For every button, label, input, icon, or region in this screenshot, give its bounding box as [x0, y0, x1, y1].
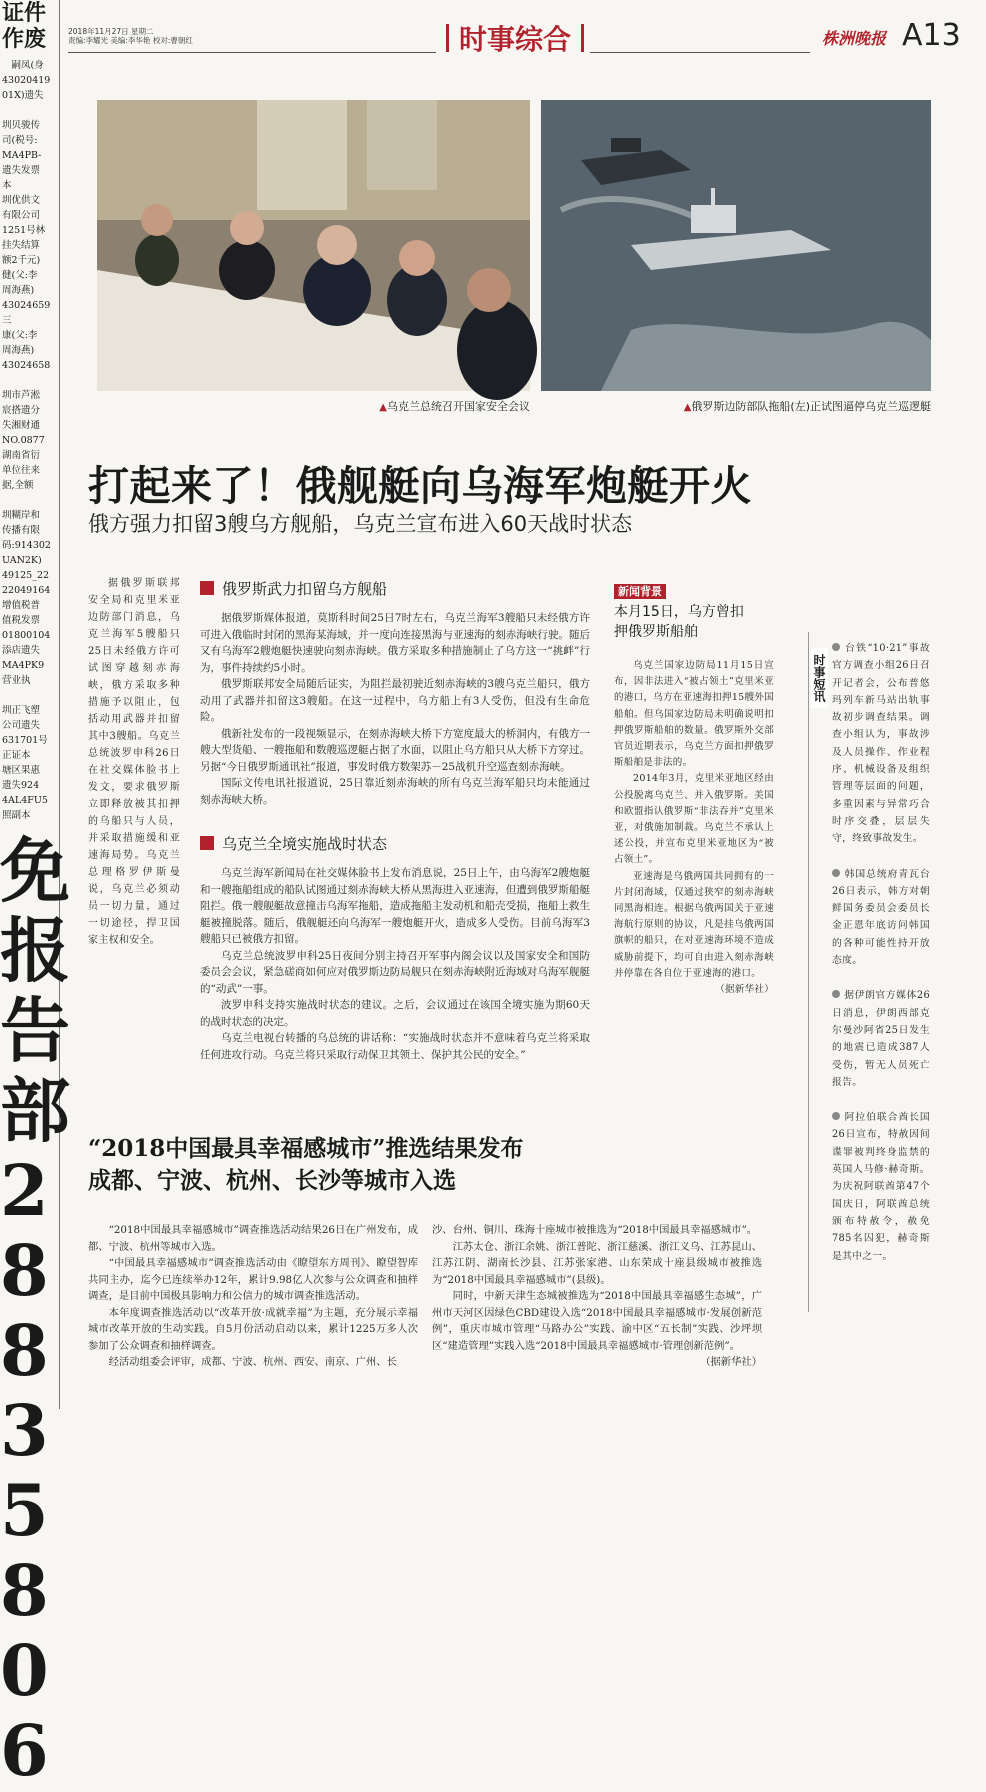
bullet-icon [832, 1112, 840, 1120]
photo-security-meeting [97, 100, 530, 391]
brief-divider [808, 632, 809, 1312]
meeting-photo-image [97, 100, 530, 391]
notice-line [2, 103, 59, 118]
ad-big-char: 2 [0, 1149, 49, 1232]
bullet-icon [832, 869, 840, 877]
notice-line: 圳糊岸和 [2, 510, 41, 521]
notice-line: 康(父:李 [2, 330, 38, 341]
notice-line: MA4PB- [2, 150, 42, 161]
ad-big-char: 6 [0, 1709, 49, 1792]
background-title-line: 押俄罗斯船舶 [614, 624, 698, 640]
body-paragraph: 俄新社发布的一段视频显示，在刻赤海峡大桥下方宽度最大的桥洞内，有俄方一艘大型货船、一艘拖船和数艘巡逻艇占据了水面，以阻止乌方船只从大桥下方穿过。另据“今日俄罗斯通讯社”报道，事发时俄方数架苏－25战机升空巡查刻赤海峡。 [200, 727, 590, 773]
photo-caption [97, 395, 530, 414]
notice-line: 631701号 [2, 735, 48, 746]
ad-big-char: 8 [0, 1549, 49, 1632]
ad-big-char: 免 [0, 829, 70, 912]
header-divider [590, 52, 810, 53]
notice-line: 1251号林 [2, 225, 46, 236]
brief-item [832, 987, 930, 1091]
ad-big-char: 8 [0, 1229, 49, 1312]
section-marker-icon [200, 836, 214, 850]
subheadline: 俄方强力扣留3艘乌方舰船，乌克兰宣布进入60天战时状态 [88, 512, 633, 536]
notice-line: 单位往来 [2, 465, 41, 476]
story2-col2 [432, 1222, 762, 1371]
section-heading-text: 乌克兰全境实施战时状态 [222, 834, 388, 853]
left-notice-column [0, 0, 70, 1792]
body-paragraph: 波罗申科支持实施战时状态的建议。之后，会议通过在该国全境实施为期60天的战时状态的决定。 [200, 999, 590, 1028]
notice-heading [0, 0, 59, 52]
section-heading [200, 578, 387, 598]
notice-line: 嗣凤(身 [2, 60, 44, 71]
caption-text: 乌克兰总统召开国家安全会议 [387, 400, 530, 413]
issue-date: 2018年11月27日 星期二 [68, 27, 154, 36]
photo-caption [541, 395, 931, 414]
body-paragraph: 据俄罗斯媒体报道，莫斯科时间25日7时左右，乌克兰海军3艘船只未经俄方许可进入俄临时封闭的黑海某海域，并一度向连接黑海与亚速海的刻赤海峡行驶。随后又有乌海军2艘炮艇快速驶向刻赤海峡。俄方采取多种措施制止了乌方这一“挑衅”行为，事件持续约5小时。 [200, 612, 590, 674]
notice-line: 公司遗失 [2, 720, 41, 731]
notice-line [2, 688, 59, 703]
ad-big-text [0, 829, 70, 1792]
story-intro [88, 575, 180, 949]
ad-big-char: 部 [0, 1069, 70, 1152]
brief-item-text: 韩国总统府青瓦台26日表示，韩方对朝鲜国务委员会委员长金正恩年底访问韩国的各种可能性持开放态度。 [832, 868, 930, 967]
notice-line: 遗失924 [2, 780, 40, 791]
header-divider [68, 52, 436, 53]
ad-big-char: 8 [0, 1309, 49, 1392]
notice-line: 43020419 [2, 75, 51, 86]
notice-line: 圳优供文 [2, 195, 41, 206]
notice-line [2, 493, 59, 508]
notice-line: 司(税号: [2, 135, 38, 146]
brief-item [832, 866, 930, 970]
story2-paragraph: 沙、台州、铜川、珠海十座城市被推选为“2018中国最具幸福感城市”。 [432, 1224, 758, 1236]
notice-line: 遗失发票 [2, 165, 41, 176]
notice-line: 圳正飞塑 [2, 705, 41, 716]
brief-item [832, 1109, 930, 1265]
notice-line: 圳市芦淞 [2, 390, 41, 401]
notice-line: 宸搭遗分 [2, 405, 41, 416]
story2-subtitle: 成都、宁波、杭州、长沙等城市入选 [88, 1167, 456, 1194]
caption-text: 俄罗斯边防部队拖船(左)正试图逼停乌克兰巡逻艇 [691, 400, 931, 413]
notice-line: MA4PK9 [2, 660, 45, 671]
section1-body [200, 610, 590, 808]
brief-item-text: 台铁“10·21”事故官方调查小组26日召开记者会，公布普悠玛列车新马站出轨事故初步调查结果。调查小组认为，事故涉及人员操作、作业程序、机械设备及组织管理等层面的问题，多重因素与异常巧合时序交叠，层层失守，终致事故发生。 [832, 643, 930, 845]
brief-item-text: 阿拉伯联合酋长国26日宣布，特赦因间谍罪被判终身监禁的英国人马修·赫奇斯。为庆祝阿联酋第47个国庆日，阿联酋总统颁布特赦令，赦免785名囚犯，赫奇斯是其中之一。 [832, 1112, 930, 1262]
notice-line: 4AL4FU5 [2, 795, 48, 806]
story2-paragraph: 江苏太仓、浙江余姚、浙江普陀、浙江慈溪、浙江义乌、江苏昆山、江苏江阴、湖南长沙县、江苏张家港、山东荣成十座县级城市被推选为“2018中国最具幸福感城市”(县级)。 [432, 1240, 762, 1286]
page-number: A13 [902, 18, 961, 53]
notice-line: 43024659 [2, 300, 51, 311]
section-bar [446, 24, 449, 52]
brief-item-text: 据伊朗官方媒体26日消息，伊朗西部克尔曼沙阿省25日发生的地震已造成387人受伤，暂无人员死亡报告。 [832, 990, 930, 1088]
caption-triangle-icon: ▲ [683, 402, 692, 413]
notice-line: 湖南省衍 [2, 450, 41, 461]
notice-line: NO.0877 [2, 435, 45, 446]
body-paragraph: 俄罗斯联邦安全局随后证实，为阻拦最初驶近刻赤海峡的3艘乌克兰船只，俄方动用了武器并扣留这3艘船。在这一过程中，乌方船上有3人受伤，但没有生命危险。 [200, 678, 590, 723]
notice-line: 圳贝骏传 [2, 120, 41, 131]
background-paragraph: 2014年3月，克里米亚地区经由公投脱离乌克兰、并入俄罗斯。美国和欧盟指认俄罗斯“非法吞并”克里米亚，对俄施加制裁。乌克兰不承认上述公投，并宣布克里米亚地区为“被占领土”。 [614, 773, 774, 866]
story2-paragraph: 本年度调查推选活动以“改革开放·成就幸福”为主题，充分展示幸福城市改革开放的生动实践。自5月份活动启动以来，累计1225万多人次参加了公众调查和抽样调查。 [88, 1306, 418, 1352]
photo-ship-interception [541, 100, 931, 391]
notice-lines [0, 58, 59, 823]
body-paragraph: 乌克兰海军新闻局在社交媒体脸书上发布消息说，25日上午，由乌海军2艘炮艇和一艘拖船组成的船队试图通过刻赤海峡大桥从黑海进入亚速海，但遭到俄罗斯船艇阻拦。俄一艘舰艇故意撞击乌海军拖船，造成拖船主发动机和船壳受损，拖船上救生艇被撞脱落。随后，俄舰艇还向乌海军一艘炮艇开火，造成多人受伤。目前乌海军3艘船只已被俄方扣留。 [200, 867, 590, 945]
notice-line: 22049164 [2, 585, 51, 596]
notice-line [2, 373, 59, 388]
background-source: （据新华社） [715, 984, 774, 996]
ad-big-char: 报 [0, 909, 70, 992]
body-paragraph: 乌克兰电视台转播的乌总统的讲话称：“实施战时状态并不意味着乌克兰将采取任何进攻行动。乌克兰将只采取行动保卫其领土、保护其公民的安全。” [200, 1032, 590, 1061]
story2-col1 [88, 1222, 418, 1371]
background-paragraph: 亚速海是乌俄两国共同拥有的一片封闭海域，仅通过狭窄的刻赤海峡同黑海相连。根据乌俄两国关于亚速海航行原则的协议，凡是挂乌俄两国旗帜的船只，在对亚速海环境不造成威胁前提下，均可自由进入刻赤海峡并停靠在各自位于亚速海的港口。 [614, 870, 774, 979]
story2-source: （据新华社） [700, 1356, 762, 1368]
background-paragraph: 乌克兰国家边防局11月15日宣布，因非法进入“被占领土”克里米亚的港口，乌方在亚速海扣押15艘外国船舶。但乌国家边防局未明确说明扣押俄罗斯船舶的数量。俄罗斯外交部官员近期表示，乌克兰方面扣押俄罗斯船舶是非法的。 [614, 660, 774, 769]
notice-line: 健(父:李 [2, 270, 38, 281]
notice-line: 营业执 [2, 675, 31, 686]
ad-big-char: 告 [0, 989, 70, 1072]
ad-big-char: 3 [0, 1389, 49, 1472]
notice-line: 塘区果惠 [2, 765, 41, 776]
brief-list [832, 640, 930, 1283]
section2-body [200, 865, 590, 1063]
section-heading-text: 俄罗斯武力扣留乌方舰船 [222, 579, 388, 598]
story2-paragraph: “中国最具幸福感城市”调查推选活动由《瞭望东方周刊》、瞭望智库共同主办，迄今已连续举办12年，累计9.98亿人次参与公众调查和抽样调查，是目前中国极具影响力和公信力的城市调查推选活动。 [88, 1257, 418, 1302]
caption-triangle-icon: ▲ [379, 402, 387, 413]
notice-line: 照副本 [2, 810, 31, 821]
notice-line: 本 [2, 180, 12, 191]
notice-line: 添店遗失 [2, 645, 41, 656]
news-tag-label: 新闻背景 [614, 584, 666, 599]
issue-editors: 责编:李耀光 美编:李华艳 校对:曹朝红 [68, 36, 193, 45]
notice-line: 周海燕) [2, 285, 35, 296]
notice-line: 挂失结算 [2, 240, 41, 251]
brief-tag: 时事短讯 [811, 648, 828, 708]
brief-item [832, 640, 930, 848]
notice-line: UAN2K) [2, 555, 42, 566]
story2-title: “2018中国最具幸福感城市”推选结果发布 [88, 1135, 524, 1162]
ad-big-char: 5 [0, 1469, 49, 1552]
notice-line: 码:914302 [2, 540, 51, 551]
intro-paragraph: 据俄罗斯联邦安全局和克里米亚边防部门消息，乌克兰海军5艘船只25日未经俄方许可试图穿越刻赤海峡，俄方采取多种措施予以阻止，包括动用武器并扣留其中3艘船。乌克兰总统波罗申科26日在社交媒体脸书上发文，要求俄罗斯立即释放被其扣押的乌船只与人员，并采取措施缓和亚速海局势。乌克兰总理格罗伊斯曼说，乌克兰必须动员一切力量，通过一切途径，捍卫国家主权和安全。 [88, 578, 180, 946]
section-title-text: 时事综合 [458, 23, 571, 56]
notice-line: 正证本 [2, 750, 31, 761]
notice-line: 49125_22 [2, 570, 50, 581]
notice-line: 失湘财通 [2, 420, 41, 431]
notice-line: 周海燕) [2, 345, 35, 356]
notice-line: 三 [2, 315, 12, 326]
ships-photo-image [541, 100, 931, 391]
notice-line: 传播有限 [2, 525, 41, 536]
section-bar [581, 24, 584, 52]
news-background-tag [614, 580, 666, 599]
notice-line: 据,全额 [2, 480, 34, 491]
body-paragraph: 乌克兰总统波罗申科25日夜间分别主持召开军事内阁会议以及国家安全和国防委员会会议，紧急磋商如何应对俄罗斯边防局舰只在刻赤海峡附近海域对乌海军舰艇的“动武”一事。 [200, 949, 590, 995]
headline: 打起来了！俄舰艇向乌海军炮艇开火 [88, 462, 752, 510]
notice-line: 01800104 [2, 630, 51, 641]
section-title [430, 20, 600, 56]
notice-line: 01X)遗失 [2, 90, 44, 101]
notice-line: 额2千元) [2, 255, 41, 266]
notice-line: 值税发票 [2, 615, 41, 626]
notice-line: 43024658 [2, 360, 51, 371]
issue-meta [68, 27, 193, 45]
section-marker-icon [200, 581, 214, 595]
body-paragraph: 国际文传电讯社报道说，25日靠近刻赤海峡的所有乌克兰海军船只均未能通过刻赤海峡大桥。 [200, 777, 590, 806]
story2-paragraph: 经活动组委会评审，成都、宁波、杭州、西安、南京、广州、长 [108, 1356, 397, 1368]
paper-logo: 株洲晚报 [822, 29, 887, 48]
bullet-icon [832, 990, 840, 998]
ad-big-char: 0 [0, 1629, 49, 1712]
background-title-line: 本月15日，乌方曾扣 [614, 604, 744, 620]
story2-paragraph: “2018中国最具幸福感城市”调查推选活动结果26日在广州发布，成都、宁波、杭州等城市入选。 [88, 1224, 418, 1253]
section-heading [200, 833, 387, 853]
notice-line: 增值税普 [2, 600, 41, 611]
notice-heading-line: 证件 [2, 0, 47, 26]
bullet-icon [832, 643, 840, 651]
background-body [614, 658, 774, 998]
story2-paragraph: 同时，中新天津生态城被推选为“2018中国最具幸福感生态城”，广州市天河区因绿色CBD建设入选“2018中国最具幸福感城市·发展创新范例”，重庆市城市管理“马路办公”实践、渝中区“五长制”实践、沙坪坝区“建造管理”实践入选“2018中国最具幸福感城市·管理创新范例”。 [432, 1290, 762, 1352]
notice-heading-line: 作废 [2, 26, 47, 52]
notice-line: 有限公司 [2, 210, 41, 221]
background-title [614, 602, 784, 642]
